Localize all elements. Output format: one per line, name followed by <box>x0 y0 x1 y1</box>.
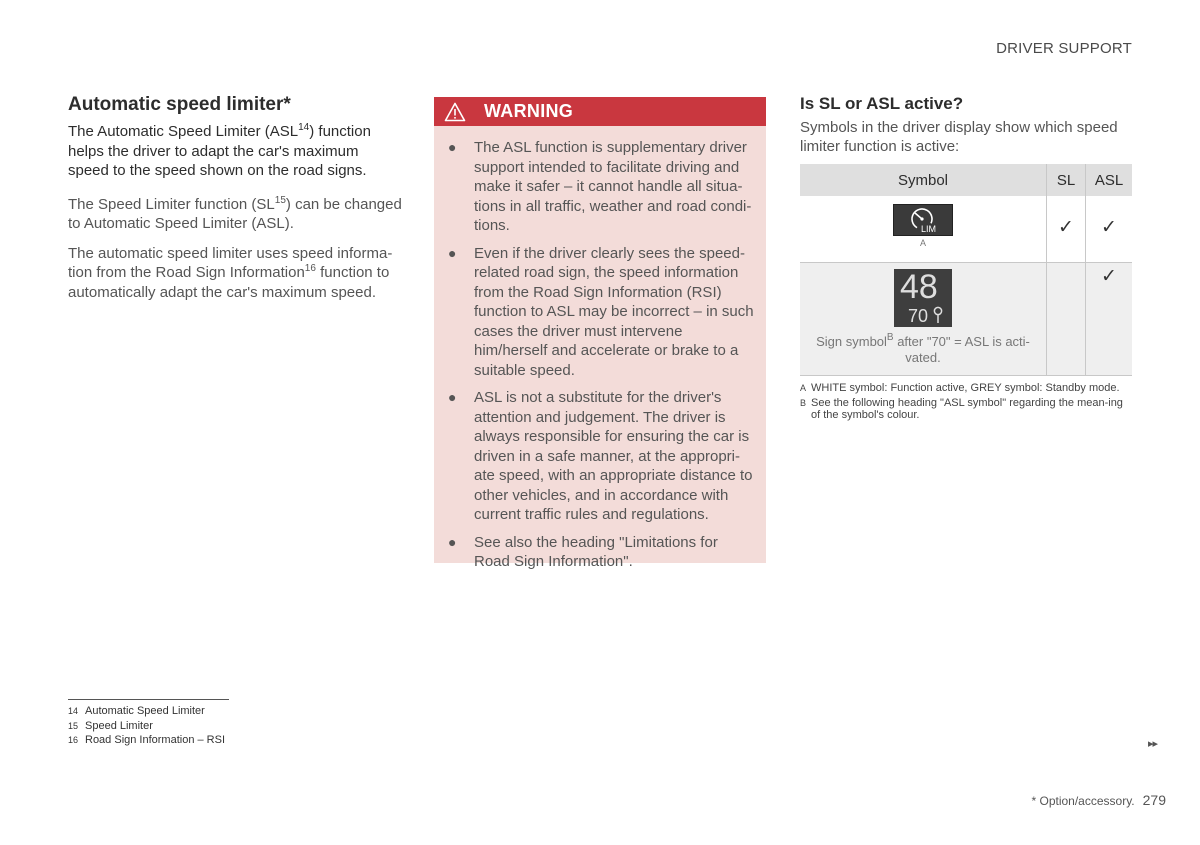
check-icon: ✓ <box>1058 217 1074 238</box>
warning-item <box>446 138 756 236</box>
paragraph-sl-start: The Speed Limiter function (SL <box>68 195 275 213</box>
map-pin-icon <box>933 306 943 324</box>
footnote-ref-16: 16 <box>304 263 316 274</box>
footnote <box>68 719 225 734</box>
warning-item <box>446 388 756 525</box>
intro-text-end: ) function helps the driver to adapt the car's maximum speed to the speed shown on the road signs. <box>68 123 371 179</box>
note-ref-b: B <box>886 332 894 343</box>
asl-cell <box>1086 196 1133 263</box>
warning-item-text: See also the heading "Limitations for Road Sign Information". <box>474 533 718 570</box>
footnote <box>68 704 225 719</box>
speed-limiter-lim-icon <box>893 204 953 236</box>
check-icon: ✓ <box>1101 217 1117 238</box>
bullet-icon: ● <box>448 244 457 261</box>
page-number: 279 <box>1142 792 1166 808</box>
check-icon <box>1047 263 1085 265</box>
warning-item-text: The ASL function is supplementary driver support intended to facilitate driving and make it safer – it cannot handle all situa-tions in all traffic, weather and road condi-tions. <box>474 139 752 234</box>
warning-title: WARNING <box>484 101 574 121</box>
paragraph-rsi-end: function to automatically adapt the car's maximum speed. <box>68 264 390 301</box>
current-speed: 48 <box>900 268 938 306</box>
warning-triangle-icon <box>444 102 466 122</box>
paragraph-sl <box>68 195 403 234</box>
footnote-ref-15: 15 <box>274 194 286 206</box>
table-note <box>800 397 1132 422</box>
note-text: WHITE symbol: Function active, GREY symbol: Standby mode. <box>811 382 1120 394</box>
footnote-text: Automatic Speed Limiter <box>85 705 205 717</box>
bullet-icon: ● <box>448 139 457 155</box>
page-title: Automatic speed limiter* <box>68 94 291 115</box>
footnote-number: 15 <box>68 720 79 731</box>
footnote-number: 14 <box>68 706 79 716</box>
check-icon: ✓ <box>1101 266 1117 287</box>
paragraph-rsi <box>68 244 403 303</box>
lim-icon-label: LIM <box>921 224 937 234</box>
note-text: See the following heading "ASL symbol" regarding the mean-ing of the symbol's colour. <box>811 396 1123 421</box>
warning-item <box>446 244 756 381</box>
footnote-text: Road Sign Information – RSI <box>85 734 226 746</box>
sign-caption <box>810 334 1036 366</box>
table-header-row <box>800 164 1132 196</box>
warning-item-text: ASL is not a substitute for the driver's attention and judgement. The driver is always responsible for ensuring the car is driven in a safe manner, at the appropri-ate speed, with an appropriate distance to other vehicles, and in accordance with current traffic rules and regulations. <box>474 389 753 523</box>
footnote-text: Speed Limiter <box>85 719 153 732</box>
limit-speed: 70 <box>908 306 929 326</box>
table-row <box>800 263 1132 376</box>
symbol-table <box>800 164 1132 376</box>
intro-text-start: The Automatic Speed Limiter (ASL <box>68 123 299 140</box>
paragraph-sl-end: ) can be changed to Automatic Speed Limiter (ASL). <box>68 195 402 232</box>
symbol-cell <box>800 196 1047 263</box>
sl-cell <box>1047 196 1086 263</box>
column-header-sl: SL <box>1047 164 1086 196</box>
footnote <box>68 733 225 748</box>
warning-list <box>434 126 766 572</box>
note-marker-a: A <box>919 238 926 248</box>
note-mark: A <box>800 383 807 393</box>
page-footer <box>1031 792 1166 808</box>
next-page-arrows-icon: ▸▸ <box>1148 738 1158 750</box>
table-notes <box>800 382 1132 422</box>
option-note: * Option/accessory. <box>1031 794 1135 808</box>
warning-item-text: Even if the driver clearly sees the speed-related road sign, the speed information from the Road Sign Information (RSI) function to ASL may be incorrect – in such cases the driver must intervene him/herself and accelerate or brake to a suitable speed. <box>474 244 754 379</box>
left-column <box>68 94 403 312</box>
warning-header <box>434 97 766 126</box>
sl-cell <box>1047 263 1086 376</box>
table-note <box>800 382 1132 395</box>
symbol-cell <box>800 263 1047 376</box>
speed-sign-symbol <box>894 269 952 327</box>
caption-text-start: Sign symbol <box>816 334 887 349</box>
warning-item <box>446 533 756 572</box>
warning-box <box>434 97 766 570</box>
caption-text-end: after "70" = ASL is acti-vated. <box>893 334 1030 365</box>
section-title: Is SL or ASL active? <box>800 94 964 113</box>
bullet-icon: ● <box>448 389 457 405</box>
footnote-ref-14: 14 <box>298 122 310 133</box>
right-column <box>800 94 1132 424</box>
note-mark: B <box>800 397 807 408</box>
column-header-asl: ASL <box>1086 164 1133 196</box>
column-header-symbol: Symbol <box>800 164 1047 196</box>
footnote-number: 16 <box>68 735 79 745</box>
section-subtitle: Symbols in the driver display show which speed limiter function is active: <box>800 119 1118 155</box>
intro-paragraph <box>68 122 403 181</box>
bullet-icon: ● <box>448 533 457 550</box>
footnote-divider <box>68 699 229 700</box>
table-row <box>800 196 1132 263</box>
footnotes <box>68 704 225 748</box>
section-header: DRIVER SUPPORT <box>996 40 1132 57</box>
asl-cell <box>1086 263 1133 376</box>
paragraph-rsi-start: The automatic speed limiter uses speed informa-tion from the Road Sign Information <box>68 244 393 281</box>
